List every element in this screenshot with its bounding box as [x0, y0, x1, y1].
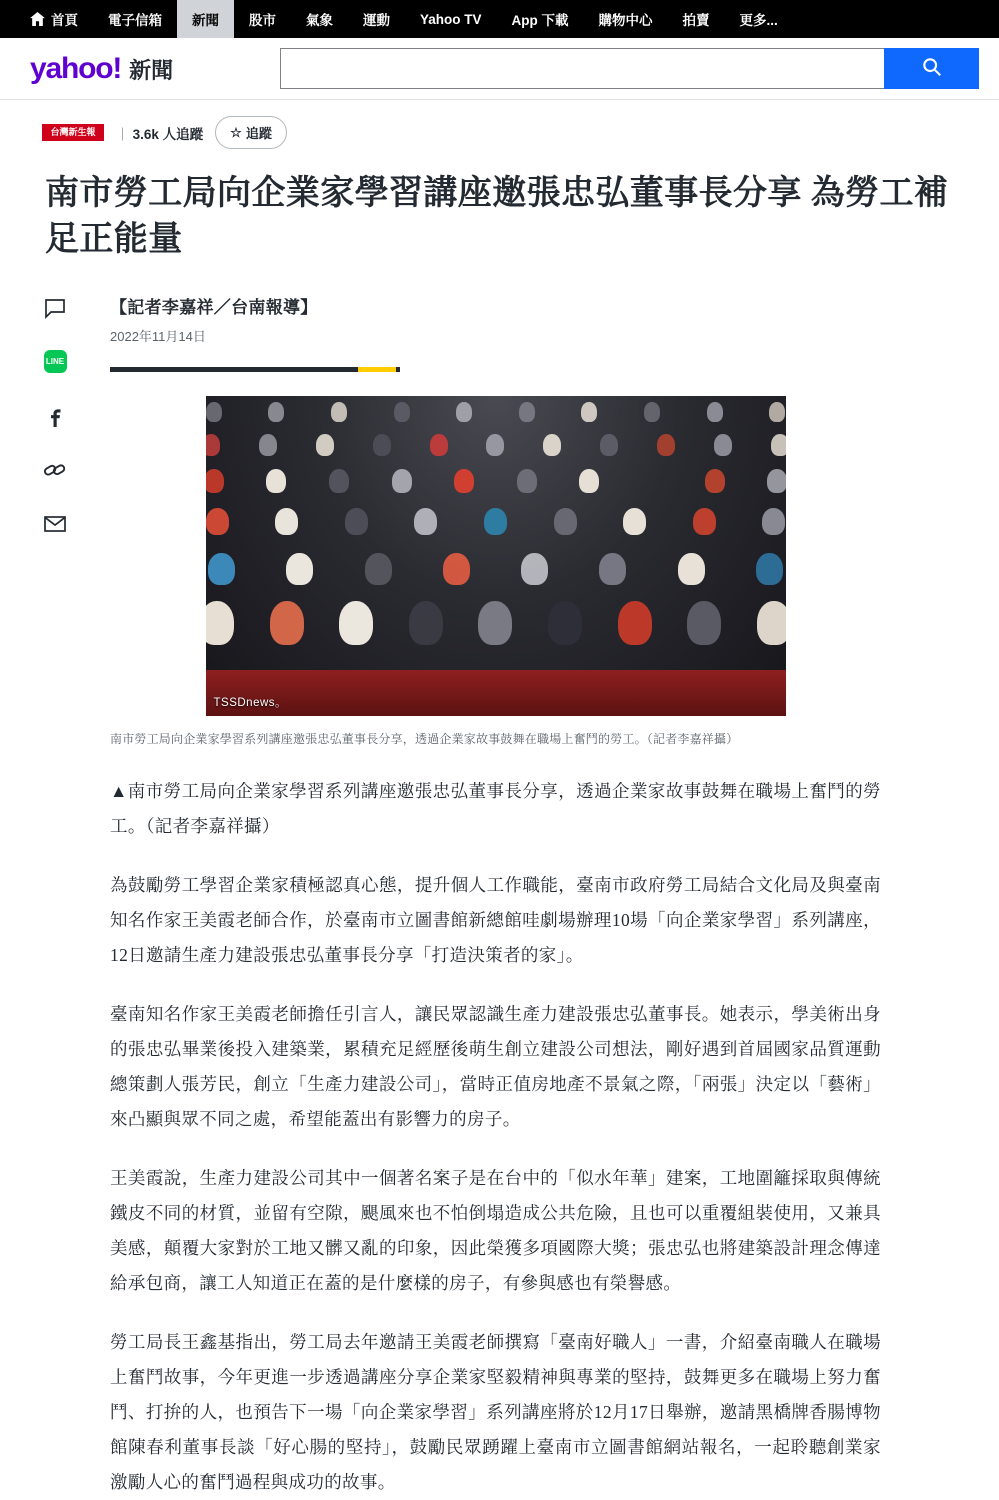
publish-date: 2022年11月14日	[110, 328, 206, 344]
nav-item-weather[interactable]	[291, 0, 348, 38]
nav-item-label: 購物中心	[598, 13, 653, 28]
yahoo-logo-text: yahoo!	[30, 51, 122, 85]
paragraph: 王美霞說，生產力建設公司其中一個著名案子是在台中的「似水年華」建案，工地圍籬採取與傳統鐵皮不同的材質，並留有空隙，颶風來也不怕倒塌造成公共危險，且也可以重覆組裝使用，又兼具美感，顛覆大家對於工地又髒又亂的印象，因此榮獲多項國際大獎；張忠弘也將建築設計理念傳達給承包商，讓工人知道正在蓋的是什麼樣的房子，有參與感也有榮譽感。	[110, 1167, 881, 1293]
lead-image[interactable]	[206, 396, 786, 716]
crowd-row-front	[206, 601, 786, 645]
follower-count: ｜ 3.6k 人追蹤	[116, 126, 204, 142]
search-icon	[921, 56, 943, 81]
publisher-row	[0, 100, 999, 149]
paragraph: 臺南知名作家王美霞老師擔任引言人，讓民眾認識生產力建設張忠弘董事長。她表示，學美術出身的張忠弘畢業後投入建築業，累積充足經歷後萌生創立建設公司想法，剛好遇到首屆國家品質運動總策劃人張芳民，創立「生產力建設公司」，當時正值房地產不景氣之際，「兩張」決定以「藝術」來凸顯與眾不同之處，希望能蓋出有影響力的房子。	[110, 1003, 881, 1129]
email-icon[interactable]	[42, 511, 68, 537]
nav-item-stocks[interactable]	[234, 0, 291, 38]
search-button[interactable]	[884, 48, 979, 89]
crowd-row	[206, 469, 786, 493]
nav-item-label: 股市	[249, 13, 276, 28]
page-title: 南市勞工局向企業家學習講座邀張忠弘董事長分享 為勞工補足正能量	[45, 175, 949, 258]
byline: 【記者李嘉祥／台南報導】	[110, 297, 318, 317]
crowd-row	[206, 402, 786, 422]
section-divider	[110, 367, 400, 372]
nav-item-yahoo-tv[interactable]	[405, 0, 497, 38]
image-caption: 南市勞工局向企業家學習系列講座邀張忠弘董事長分享，透過企業家故事鼓舞在職場上奮鬥的勞工。（記者李嘉祥攝）	[110, 731, 739, 746]
nav-item-label: 新聞	[192, 13, 219, 28]
nav-item-home[interactable]	[30, 0, 93, 38]
share-rail	[0, 293, 110, 1500]
paragraph: 為鼓勵勞工學習企業家積極認真心態，提升個人工作職能，臺南市政府勞工局結合文化局及與臺南知名作家王美霞老師合作，於臺南市立圖書館新總館哇劇場辦理10場「向企業家學習」系列講座，12日邀請生產力建設張忠弘董事長分享「打造決策者的家」。	[110, 874, 881, 965]
nav-item-label: 更多...	[739, 13, 778, 28]
paragraph: 勞工局長王鑫基指出，勞工局去年邀請王美霞老師撰寫「臺南好職人」一書，介紹臺南職人在職場上奮鬥故事，今年更進一步透過講座分享企業家堅毅精神與專業的堅持，鼓舞更多在職場上努力奮鬥、打拚的人，也預告下一場「向企業家學習」系列講座將於12月17日舉辦，邀請黑橋牌香腸博物館陳春利董事長談「好心腸的堅持」，鼓勵民眾踴躍上臺南市立圖書館網站報名，一起聆聽創業家激勵人心的奮鬥過程與成功的故事。	[110, 1331, 881, 1492]
paragraph: ▲南市勞工局向企業家學習系列講座邀張忠弘董事長分享，透過企業家故事鼓舞在職場上奮鬥的勞工。（記者李嘉祥攝）	[110, 780, 881, 836]
nav-item-label: App 下載	[511, 13, 569, 28]
home-icon	[30, 12, 45, 26]
nav-item-auction[interactable]	[668, 0, 725, 38]
nav-item-sports[interactable]	[348, 0, 405, 38]
global-nav	[0, 0, 999, 38]
nav-item-label: 電子信箱	[108, 13, 162, 28]
line-icon[interactable]	[42, 349, 68, 375]
nav-item-mail[interactable]	[93, 0, 177, 38]
link-icon[interactable]	[42, 457, 68, 483]
nav-item-label: 運動	[363, 13, 390, 28]
site-header	[0, 38, 999, 100]
crowd-row	[206, 553, 786, 585]
search-bar	[280, 48, 979, 89]
comment-icon[interactable]	[42, 295, 68, 321]
facebook-icon[interactable]	[42, 403, 68, 429]
nav-item-shopping[interactable]	[584, 0, 668, 38]
nav-item-label: 拍賣	[682, 13, 710, 28]
nav-item-news[interactable]	[177, 0, 234, 38]
follow-button[interactable]	[215, 116, 287, 149]
crowd-row	[206, 434, 786, 456]
search-input[interactable]	[280, 48, 884, 89]
site-section-label: 新聞	[129, 57, 174, 83]
publisher-logo[interactable]: 台灣新生報	[42, 124, 104, 142]
line-badge-label: LINE	[44, 350, 67, 373]
follow-button-label: 追蹤	[245, 126, 272, 141]
nav-item-app-download[interactable]	[497, 0, 584, 38]
image-watermark: TSSDnews。	[213, 696, 288, 709]
nav-item-label: 首頁	[51, 13, 78, 28]
nav-item-label: Yahoo TV	[420, 11, 482, 27]
nav-item-label: 氣象	[306, 13, 333, 28]
front-seats	[206, 670, 786, 716]
crowd-row	[206, 508, 786, 535]
yahoo-news-logo[interactable]	[30, 51, 280, 85]
star-icon: ☆	[230, 124, 242, 140]
article-content	[110, 293, 999, 1500]
nav-item-more[interactable]	[725, 0, 793, 38]
lead-figure	[110, 396, 881, 748]
